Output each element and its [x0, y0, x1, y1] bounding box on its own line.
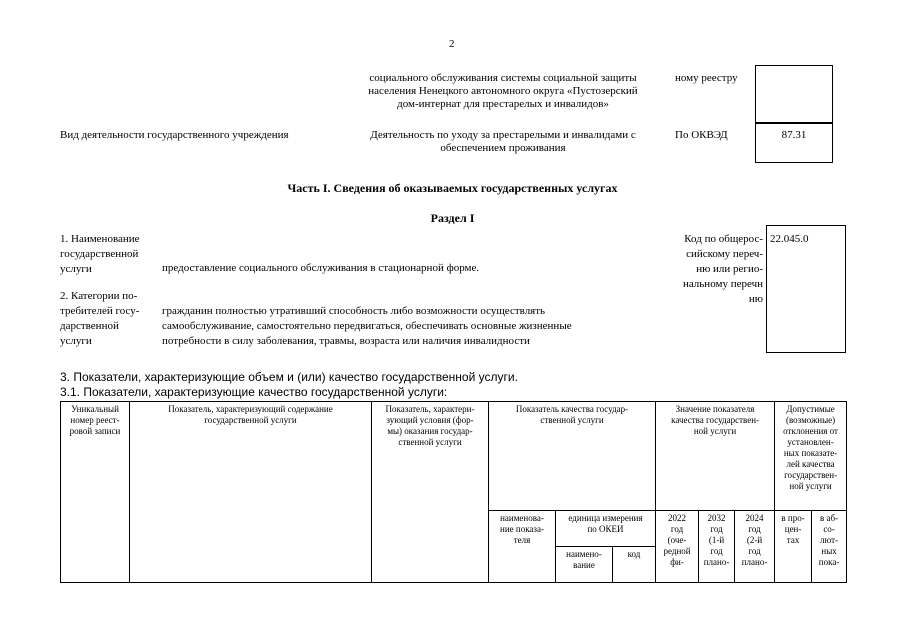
org-line: социального обслуживания системы социальной защиты: [369, 72, 637, 84]
header-line: ных: [821, 546, 837, 556]
service-code-label-line: ню: [748, 293, 763, 305]
col-deviation-percent: [775, 511, 812, 583]
header-line: Допустимые: [786, 404, 835, 414]
service-name-value: предоставление социального обслуживания в стационарной форме.: [162, 262, 480, 274]
categories-label-line: требителей госу-: [60, 305, 140, 317]
header-line: год: [748, 546, 761, 556]
header-line: ной услуги: [693, 426, 737, 436]
header-line: год: [710, 546, 723, 556]
section-title: Раздел I: [430, 211, 475, 225]
col-unit-code: [613, 547, 656, 583]
col-year-2032: [699, 511, 735, 583]
header-line: наимено-: [566, 549, 602, 559]
service-name-label: [60, 232, 140, 277]
service-name-label-line: услуги: [60, 263, 92, 275]
col-quality: [489, 402, 656, 511]
header-line: (возможные): [785, 415, 836, 425]
organization-name: [338, 72, 668, 111]
service-code-label-line: нальному перечн: [682, 278, 763, 290]
header-line: зующий условия (фор-: [386, 415, 474, 425]
okved-value: 87.31: [781, 129, 807, 141]
col-indicator-name: [489, 511, 556, 583]
header-line: отклонения от: [783, 426, 838, 436]
col-deviation: [775, 402, 847, 511]
header-line: со-: [823, 524, 835, 534]
service-name-label-line: государственной: [60, 248, 139, 260]
col-unit-okei: [556, 511, 656, 547]
service-code-label-line: Код по общерос-: [684, 233, 763, 245]
header-line: 2022: [668, 513, 687, 523]
header-line: ной услуги: [789, 481, 832, 491]
header-line: код: [627, 549, 641, 559]
page-number: 2: [449, 38, 455, 50]
header-line: год: [748, 524, 761, 534]
categories-label-line: дарственной: [60, 320, 119, 332]
quality-indicators-table: [60, 401, 847, 583]
header-line: наименова-: [500, 513, 544, 523]
categories-line: потребности в силу заболевания, травмы, возраста или наличия инвалидности: [162, 335, 530, 347]
service-code-label: [660, 232, 763, 307]
section3-subheading: 3.1. Показатели, характеризующие качество государственной услуги:: [60, 385, 448, 399]
header-line: редной: [663, 546, 691, 556]
service-code-label-line: ню или регио-: [696, 263, 763, 275]
col-unique-number: [61, 402, 130, 583]
header-line: Уникальный: [71, 404, 119, 414]
col-unit-name: [556, 547, 613, 583]
header-line: государственной услуги: [204, 415, 297, 425]
org-line: населения Ненецкого автономного округа «Пустозерский: [368, 85, 638, 97]
service-name-label-line: 1. Наименование: [60, 233, 140, 245]
col-value: [656, 402, 775, 511]
header-line: по ОКЕИ: [587, 524, 624, 534]
activity-line: обеспечением проживания: [440, 142, 566, 154]
header-line: единица измерения: [568, 513, 643, 523]
col-year-2024: [735, 511, 775, 583]
header-line: ние показа-: [500, 524, 544, 534]
categories-label: [60, 289, 139, 349]
categories-line: гражданин полностью утративший способность либо возможности осуществлять: [162, 305, 546, 317]
activity-label: Вид деятельности государственного учреждения: [60, 129, 289, 141]
header-line: 2024: [745, 513, 764, 523]
header-line: ственной услуги: [398, 437, 462, 447]
header-line: (2-й: [746, 535, 763, 545]
header-line: ных показате-: [783, 448, 838, 458]
header-line: цен-: [784, 524, 802, 534]
header-line: установлен-: [787, 437, 834, 447]
header-line: номер реест-: [70, 415, 120, 425]
header-line: лей качества: [786, 459, 835, 469]
categories-line: самообслуживание, самостоятельно передвигаться, обеспечивать основные жизненные: [162, 320, 572, 332]
header-line: теля: [513, 535, 531, 545]
categories-value: [162, 304, 658, 349]
col-content: [130, 402, 372, 583]
header-line: плано-: [703, 557, 730, 567]
header-line: (оче-: [667, 535, 687, 545]
activity-line: Деятельность по уходу за престарелыми и инвалидами с: [370, 129, 636, 141]
col-year-2022: [656, 511, 699, 583]
header-line: качества государствен-: [671, 415, 760, 425]
header-line: Показатель, характеризующий содержание: [168, 404, 333, 414]
header-line: ственной услуги: [540, 415, 604, 425]
header-line: плано-: [741, 557, 768, 567]
header-line: фи-: [670, 557, 684, 567]
service-code-value: 22.045.0: [770, 233, 809, 245]
categories-label-line: 2. Категории по-: [60, 290, 138, 302]
service-code-label-line: сийскому переч-: [686, 248, 763, 260]
part-title: Часть I. Сведения об оказываемых государственных услугах: [287, 181, 618, 195]
header-line: лют-: [820, 535, 839, 545]
categories-label-line: услуги: [60, 335, 92, 347]
header-line: (1-й: [708, 535, 725, 545]
header-line: Значение показателя: [675, 404, 755, 414]
header-line: пока-: [818, 557, 840, 567]
header-line: 2032: [707, 513, 726, 523]
header-line: в аб-: [820, 513, 839, 523]
header-line: ровой записи: [69, 426, 121, 436]
header-line: Показатель, характери-: [385, 404, 475, 414]
header-line: Показатель качества государ-: [515, 404, 629, 414]
header-line: год: [710, 524, 723, 534]
registry-code-box: [755, 65, 833, 123]
col-conditions: [372, 402, 489, 583]
header-line: тах: [786, 535, 800, 545]
col-deviation-absolute: [812, 511, 847, 583]
header-line: вание: [573, 560, 595, 570]
okved-label: По ОКВЭД: [675, 129, 728, 141]
header-line: государствен-: [784, 470, 838, 480]
section3-heading: 3. Показатели, характеризующие объем и (или) качество государственной услуги.: [60, 370, 518, 384]
header-line: мы) оказания государ-: [387, 426, 473, 436]
registry-label: ному реестру: [675, 72, 738, 84]
header-line: в про-: [781, 513, 805, 523]
org-line: дом-интернат для престарелых и инвалидов»: [397, 98, 609, 110]
header-line: год: [670, 524, 684, 534]
activity-value: [338, 129, 668, 155]
